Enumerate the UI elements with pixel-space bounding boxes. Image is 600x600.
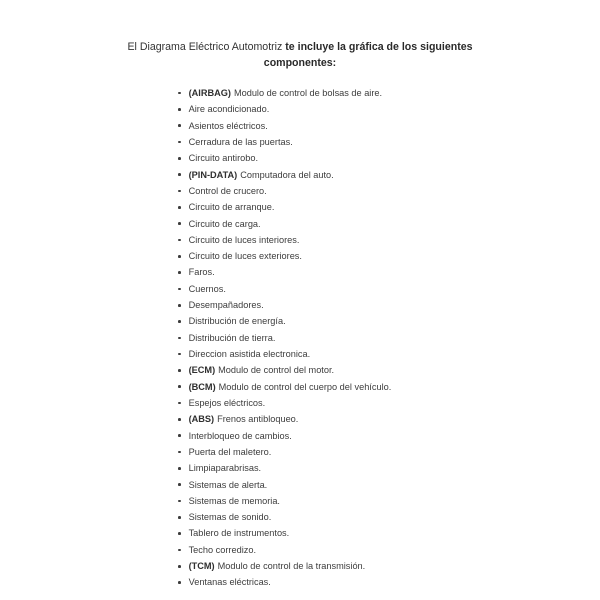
component-list-item — [178, 493, 391, 509]
component-text: Sistemas de sonido. — [188, 512, 272, 523]
component-text: Techo corredizo. — [188, 544, 257, 555]
component-code: (ABS) — [188, 414, 215, 425]
component-list — [178, 85, 391, 591]
component-list-item — [178, 216, 391, 232]
component-list-item — [178, 199, 391, 215]
bullet-icon — [178, 320, 181, 323]
component-list-item — [178, 509, 391, 525]
component-list-item — [178, 85, 391, 101]
component-list-item — [178, 525, 391, 541]
component-list-item — [178, 379, 391, 395]
component-code: (BCM) — [188, 381, 216, 392]
component-text: Puerta del maletero. — [188, 446, 272, 457]
heading-plain-text: El Diagrama Eléctrico Automotriz — [127, 41, 283, 53]
component-list-item — [178, 118, 391, 134]
bullet-icon — [178, 549, 181, 552]
component-list-item — [178, 330, 391, 346]
component-text: Distribución de energía. — [188, 316, 286, 327]
component-list-item — [178, 542, 391, 558]
component-list-item — [178, 395, 391, 411]
bullet-icon — [178, 483, 181, 486]
component-list-item — [178, 297, 391, 313]
bullet-icon — [178, 402, 181, 405]
component-text: Control de crucero. — [188, 185, 267, 196]
bullet-icon — [178, 467, 181, 470]
component-list-item — [178, 101, 391, 117]
component-text: Sistemas de alerta. — [188, 479, 268, 490]
component-text: Interbloqueo de cambios. — [188, 430, 292, 441]
component-list-item — [178, 150, 391, 166]
component-text: Frenos antibloqueo. — [217, 414, 299, 425]
bullet-icon — [178, 108, 181, 111]
component-text: Espejos eléctricos. — [188, 397, 266, 408]
component-list-item — [178, 183, 391, 199]
component-list-item — [178, 558, 391, 574]
bullet-icon — [178, 206, 181, 209]
heading-bold-text-line2: componentes: — [263, 57, 337, 69]
component-text: Circuito de arranque. — [188, 202, 275, 213]
component-text: Computadora del auto. — [240, 169, 334, 180]
component-text: Modulo de control del motor. — [218, 365, 335, 376]
component-text: Limpiaparabrisas. — [188, 463, 262, 474]
component-text: Ventanas eléctricas. — [188, 577, 271, 588]
component-list-item — [178, 134, 391, 150]
bullet-icon — [178, 337, 181, 340]
bullet-icon — [178, 385, 181, 388]
bullet-icon — [178, 271, 181, 274]
component-list-item — [178, 574, 391, 590]
bullet-icon — [178, 222, 181, 225]
component-list-item — [178, 411, 391, 427]
component-text: Tablero de instrumentos. — [188, 528, 290, 539]
component-list-item — [178, 346, 391, 362]
component-text: Modulo de control de la transmisión. — [217, 561, 366, 572]
bullet-icon — [178, 124, 181, 127]
component-list-item — [178, 232, 391, 248]
component-text: Faros. — [188, 267, 215, 278]
component-list-item — [178, 362, 391, 378]
component-text: Cerradura de las puertas. — [188, 136, 293, 147]
component-list-item — [178, 281, 391, 297]
bullet-icon — [178, 157, 181, 160]
component-text: Circuito de luces interiores. — [188, 234, 300, 245]
bullet-icon — [178, 434, 181, 437]
component-list-item — [178, 444, 391, 460]
component-code: (PIN-DATA) — [188, 169, 238, 180]
heading-bold-text: te incluye la gráfica de los siguientes — [285, 41, 473, 53]
bullet-icon — [178, 532, 181, 535]
bullet-icon — [178, 255, 181, 258]
component-list-item — [178, 460, 391, 476]
component-list-item — [178, 477, 391, 493]
bullet-icon — [178, 500, 181, 503]
component-text: Modulo de control de bolsas de aire. — [233, 88, 383, 98]
component-text: Direccion asistida electronica. — [188, 349, 311, 359]
component-code: (AIRBAG) — [188, 88, 231, 98]
bullet-icon — [178, 516, 181, 519]
component-text: Asientos eléctricos. — [188, 120, 268, 131]
component-text: Modulo de control del cuerpo del vehículo. — [218, 381, 392, 392]
component-list-item — [178, 428, 391, 444]
bullet-icon — [178, 92, 181, 95]
component-code: (ECM) — [188, 365, 216, 376]
component-list-item — [178, 248, 391, 264]
bullet-icon — [178, 565, 181, 568]
bullet-icon — [178, 288, 181, 291]
component-list-item — [178, 264, 391, 280]
component-text: Sistemas de memoria. — [188, 495, 280, 506]
bullet-icon — [178, 353, 181, 356]
bullet-icon — [178, 418, 181, 421]
component-code: (TCM) — [188, 561, 215, 572]
component-text: Circuito antirobo. — [188, 153, 259, 164]
page-heading — [100, 39, 500, 71]
component-text: Distribución de tierra. — [188, 332, 276, 343]
component-list-item — [178, 167, 391, 183]
bullet-icon — [178, 369, 181, 372]
bullet-icon — [178, 190, 181, 193]
component-text: Desempañadores. — [188, 300, 264, 311]
component-text: Circuito de carga. — [188, 218, 261, 229]
bullet-icon — [178, 581, 181, 584]
component-text: Aire acondicionado. — [188, 104, 270, 115]
bullet-icon — [178, 173, 181, 176]
component-text: Circuito de luces exteriores. — [188, 251, 302, 262]
bullet-icon — [178, 304, 181, 307]
bullet-icon — [178, 451, 181, 454]
component-list-item — [178, 313, 391, 329]
bullet-icon — [178, 239, 181, 242]
bullet-icon — [178, 141, 181, 144]
component-text: Cuernos. — [188, 283, 226, 294]
